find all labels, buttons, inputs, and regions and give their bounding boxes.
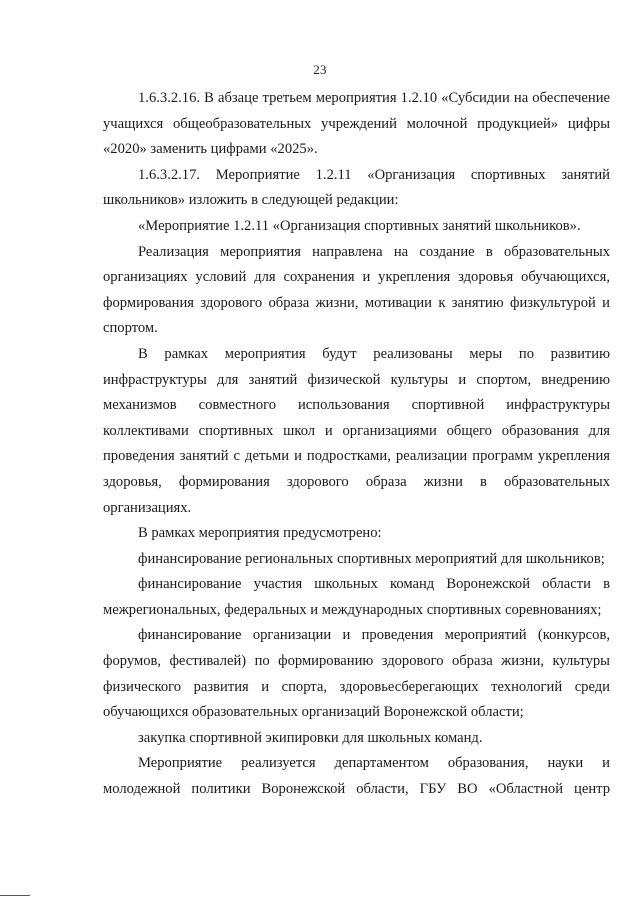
paragraph-provisions-intro: В рамках мероприятия предусмотрено: <box>138 525 382 542</box>
list-item-healthy-lifestyle-events: финансирование организации и проведения мероприятий (конкурсов, форумов, фестивалей) по формированию здорового образа жизни, культуры физического развития и спорта, здоровьесберегающих технологий среди обучающихся образовательных организаций Воронежской области; <box>103 627 610 721</box>
list-item-regional-events: финансирование региональных спортивных мероприятий для школьников; <box>138 550 605 567</box>
paragraph-measure-title: «Мероприятие 1.2.11 «Организация спортивных занятий школьников». <box>138 217 581 234</box>
list-item-equipment-purchase: закупка спортивной экипировки для школьных команд. <box>138 729 483 746</box>
page-number: 23 <box>313 62 327 77</box>
paragraph-measure-infrastructure: В рамках мероприятия будут реализованы меры по развитию инфраструктуры для занятий физической культуры и спортом, внедрению механизмов совместного использования спортивной инфраструктуры коллективами спортивных школ и организациями общего образования для проведения занятий с детьми и подростками, реализации программ укрепления здоровья, формирования здорового образа жизни в образовательных организациях. <box>103 345 610 516</box>
paragraph-amendment-1-6-3-2-17: 1.6.3.2.17. Мероприятие 1.2.11 «Организация спортивных занятий школьников» изложить в следующей редакции: <box>103 166 610 209</box>
bottom-rule <box>0 895 30 896</box>
paragraph-measure-purpose: Реализация мероприятия направлена на создание в образовательных организациях условий для сохранения и укрепления здоровья обучающихся, формирования здорового образа жизни, мотивации к занятию физкультурой и спортом. <box>103 243 610 337</box>
list-item-team-participation: финансирование участия школьных команд Воронежской области в межрегиональных, федеральных и международных спортивных соревнованиях; <box>103 576 610 618</box>
paragraph-implementer: Мероприятие реализуется департаментом образования, науки и молодежной политики Воронежской области, ГБУ ВО «Областной центр <box>103 755 610 798</box>
document-body <box>103 86 610 803</box>
paragraph-amendment-1-6-3-2-16: 1.6.3.2.16. В абзаце третьем мероприятия 1.2.10 «Субсидии на обеспечение учащихся общеобразовательных учреждений молочной продукцией» цифры «2020» заменить цифрами «2025». <box>103 90 610 158</box>
